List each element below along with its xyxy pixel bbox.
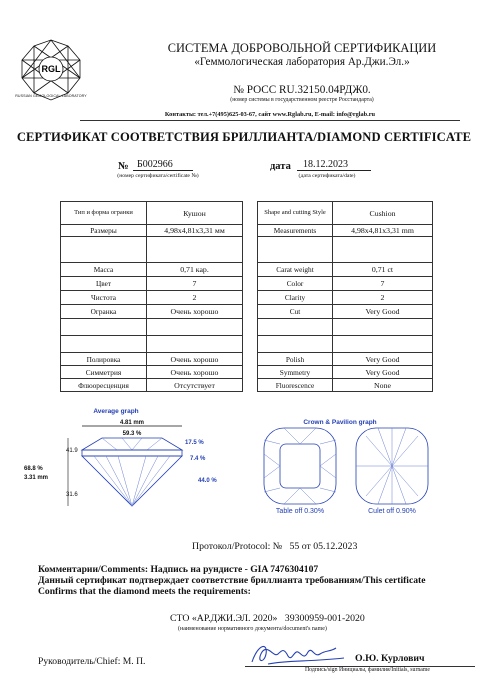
en-label: Shape and cutting Style — [258, 202, 333, 225]
en-label: Polish — [258, 353, 333, 366]
ru-label: Полировка — [61, 353, 147, 366]
table-row — [258, 319, 433, 336]
girdle-pct-label: 7.4 % — [190, 456, 206, 462]
table-row — [61, 353, 243, 366]
average-graph — [22, 404, 232, 520]
en-value: Very Good — [333, 353, 433, 366]
number-caption: (номер сертификата/certificate №) — [117, 173, 199, 179]
certificate-title: СЕРТИФИКАТ СООТВЕТСТВИЯ БРИЛЛИАНТА/DIAMOND CERTIFICATE — [16, 130, 472, 144]
ru-value: 4,98х4,81х3,31 мм — [147, 225, 243, 237]
date-label: дата — [270, 161, 291, 172]
table-off-label: Table off 0.30% — [275, 508, 325, 515]
ru-value: 7 — [147, 277, 243, 291]
table-row — [258, 237, 433, 263]
culet-off-label: Culet off 0.90% — [368, 508, 416, 515]
table-row — [61, 379, 243, 392]
table-pct-label: 59.3 % — [122, 431, 142, 437]
ru-value — [147, 319, 243, 336]
ru-value: Кушон — [147, 202, 243, 225]
crown-pavilion-graph — [254, 414, 454, 518]
standard-caption: (наименование нормативного документа/document's name) — [178, 626, 327, 632]
standard-name: СТО «АР.ДЖИ.ЭЛ. 2020» — [170, 613, 278, 624]
protocol-label: Протокол/Protocol: № — [192, 541, 283, 552]
en-value: 7 — [333, 277, 433, 291]
signature — [248, 640, 348, 668]
registry-caption: (номер системы в государственном реестре Росстандарта) — [230, 97, 374, 103]
ru-value — [147, 336, 243, 353]
ru-label — [61, 336, 147, 353]
en-value: 0,71 ct — [333, 263, 433, 277]
en-label: Clarity — [258, 291, 333, 305]
table-row — [61, 263, 243, 277]
certificate-number: Б002966 — [133, 159, 193, 171]
comments-line-3: Confirms that the diamond meets the requirements: — [38, 586, 251, 598]
ru-value: Очень хорошо — [147, 305, 243, 319]
org-line-2: «Геммологическая лаборатория Ар.Джи.Эл.» — [194, 56, 410, 68]
en-label — [258, 237, 333, 263]
comments-line-1: Комментарии/Comments: Надпись на рундисте - GIA 7476304107 — [38, 564, 319, 575]
header-divider — [80, 120, 460, 121]
en-label — [258, 319, 333, 336]
ru-label: Симметрия — [61, 366, 147, 379]
chief-label: Руководитель/Chief: М. П. — [38, 656, 146, 667]
logo-text: RGL — [41, 64, 61, 74]
contacts-line: Контакты: тел.+7(495)625-03-67, сайт www.Rglab.ru, E-mail: info@rglab.ru — [164, 111, 376, 118]
en-label: Fluorescence — [258, 379, 333, 392]
standard-line — [170, 613, 470, 624]
crown-graph-title: Crown & Pavilion graph — [303, 419, 377, 426]
ru-label — [61, 319, 147, 336]
table-row — [258, 336, 433, 353]
ru-value: Очень хорошо — [147, 353, 243, 366]
table-row — [258, 366, 433, 379]
table-row — [61, 305, 243, 319]
table-row — [258, 353, 433, 366]
en-label: Color — [258, 277, 333, 291]
table-row — [258, 379, 433, 392]
table-row — [61, 319, 243, 336]
table-row — [258, 277, 433, 291]
crown-outline — [82, 438, 182, 450]
table-row — [61, 366, 243, 379]
ru-label — [61, 237, 147, 263]
en-value: 4,98х4,81х3,31 mm — [333, 225, 433, 237]
table-row — [61, 237, 243, 263]
en-value — [333, 336, 433, 353]
table-row — [61, 336, 243, 353]
pavilion-depth-label: 44.0 % — [198, 478, 217, 484]
crown-angle-label: 41.9 — [66, 448, 78, 454]
rgl-logo — [18, 38, 84, 102]
en-value: Cushion — [333, 202, 433, 225]
pavilion-view — [356, 428, 428, 504]
ru-label: Флюоресценция — [61, 379, 147, 392]
logo-caption: RUSSIAN GEMOLOGICAL LABORATORY — [15, 94, 87, 98]
average-graph-title: Average graph — [93, 408, 139, 415]
ru-value: Очень хорошо — [147, 366, 243, 379]
table-row — [61, 202, 243, 225]
crown-view — [264, 428, 336, 504]
ru-label: Цвет — [61, 277, 147, 291]
signer-name: О.Ю. Курлович — [355, 653, 425, 664]
comments-line-2: Данный сертификат подтверждает соответствие бриллианта требованиям/This certificate — [38, 575, 426, 587]
table-row — [258, 225, 433, 237]
depth-mm-label: 3.31 mm — [24, 475, 49, 481]
table-row — [258, 202, 433, 225]
ru-label: Чистота — [61, 291, 147, 305]
ru-label: Размеры — [61, 225, 147, 237]
en-value: Very Good — [333, 366, 433, 379]
comments-block — [38, 564, 468, 598]
depth-pct-label: 68.8 % — [24, 466, 43, 472]
en-value: None — [333, 379, 433, 392]
en-characteristics-table — [257, 201, 433, 392]
width-mm-label: 4.81 mm — [119, 420, 145, 426]
ru-value: 0,71 кар. — [147, 263, 243, 277]
en-label: Measurements — [258, 225, 333, 237]
ru-label: Тип и форма огранки — [61, 202, 147, 225]
en-label: Symmetry — [258, 366, 333, 379]
protocol-number: 55 от 05.12.2023 — [289, 541, 358, 552]
ru-characteristics-table — [60, 201, 243, 392]
registry-number: № РОСС RU.32150.04РДЖ0. — [233, 84, 371, 96]
table-row — [61, 225, 243, 237]
certificate-date: 18.12.2023 — [297, 159, 371, 171]
pavilion-angle-label: 31.6 — [66, 492, 78, 498]
en-value: 2 — [333, 291, 433, 305]
signature-caption: Подпись/sign Инициалы, фамилия/Initials, surname — [305, 667, 430, 673]
number-label: № — [118, 161, 129, 172]
ru-label: Огранка — [61, 305, 147, 319]
girdle-outline — [82, 450, 182, 456]
table-row — [258, 305, 433, 319]
table-row — [258, 263, 433, 277]
crown-height-label: 17.5 % — [185, 440, 204, 446]
pavilion-outline — [82, 456, 182, 506]
ru-value — [147, 237, 243, 263]
en-value — [333, 237, 433, 263]
table-row — [258, 291, 433, 305]
table-row — [61, 277, 243, 291]
protocol-line — [192, 541, 357, 552]
ru-value: 2 — [147, 291, 243, 305]
date-caption: (дата сертификата/date) — [298, 173, 356, 179]
standard-code: 39300959-001-2020 — [284, 613, 365, 624]
en-value — [333, 319, 433, 336]
table-row — [61, 291, 243, 305]
en-label — [258, 336, 333, 353]
en-value: Very Good — [333, 305, 433, 319]
ru-label: Масса — [61, 263, 147, 277]
org-line-1: СИСТЕМА ДОБРОВОЛЬНОЙ СЕРТИФИКАЦИИ — [167, 41, 437, 55]
en-label: Carat weight — [258, 263, 333, 277]
en-label: Cut — [258, 305, 333, 319]
ru-value: Отсутствует — [147, 379, 243, 392]
